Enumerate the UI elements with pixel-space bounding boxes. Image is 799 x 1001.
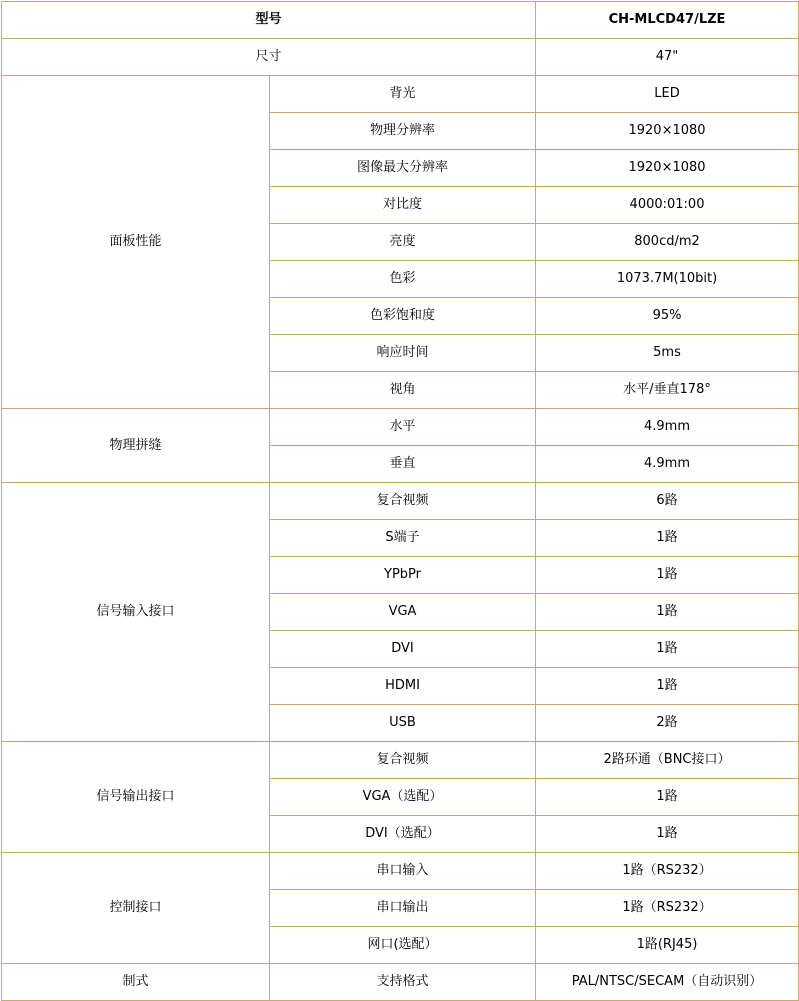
- item-name-cell: HDMI: [270, 668, 536, 705]
- item-value-cell: 1920×1080: [536, 150, 799, 187]
- item-value-cell: 2路环通（BNC接口）: [536, 742, 799, 779]
- item-name-cell: 网口(选配）: [270, 927, 536, 964]
- item-value-cell: PAL/NTSC/SECAM（自动识别）: [536, 964, 799, 1001]
- item-name-cell: 串口输出: [270, 890, 536, 927]
- item-value-cell: 800cd/m2: [536, 224, 799, 261]
- group-name-cell: 控制接口: [2, 853, 270, 964]
- item-name-cell: YPbPr: [270, 557, 536, 594]
- item-value-cell: 1路(RJ45): [536, 927, 799, 964]
- item-name-cell: 视角: [270, 372, 536, 409]
- item-value-cell: 95%: [536, 298, 799, 335]
- item-value-cell: 1路（RS232）: [536, 890, 799, 927]
- table-row: [2, 409, 799, 446]
- item-name-cell: 对比度: [270, 187, 536, 224]
- item-value-cell: 1路: [536, 520, 799, 557]
- item-name-cell: 支持格式: [270, 964, 536, 1001]
- item-name-cell: 色彩: [270, 261, 536, 298]
- size-value-cell: 47": [536, 39, 799, 76]
- item-value-cell: 1路: [536, 557, 799, 594]
- specification-table: [1, 1, 799, 1001]
- item-name-cell: 复合视频: [270, 483, 536, 520]
- item-value-cell: 水平/垂直178°: [536, 372, 799, 409]
- header-label-cell: 型号: [2, 2, 536, 39]
- item-name-cell: VGA（选配）: [270, 779, 536, 816]
- item-value-cell: 4.9mm: [536, 446, 799, 483]
- item-value-cell: 4.9mm: [536, 409, 799, 446]
- item-name-cell: USB: [270, 705, 536, 742]
- item-value-cell: 1920×1080: [536, 113, 799, 150]
- table-row: [2, 76, 799, 113]
- size-label-cell: 尺寸: [2, 39, 536, 76]
- item-name-cell: 串口输入: [270, 853, 536, 890]
- item-name-cell: 图像最大分辨率: [270, 150, 536, 187]
- item-name-cell: VGA: [270, 594, 536, 631]
- item-value-cell: 1073.7M(10bit): [536, 261, 799, 298]
- item-value-cell: 4000:01:00: [536, 187, 799, 224]
- group-name-cell: 信号输出接口: [2, 742, 270, 853]
- item-value-cell: 1路: [536, 668, 799, 705]
- item-name-cell: 亮度: [270, 224, 536, 261]
- item-name-cell: 背光: [270, 76, 536, 113]
- item-name-cell: 水平: [270, 409, 536, 446]
- table-header-row: [2, 2, 799, 39]
- table-row: [2, 742, 799, 779]
- table-row: [2, 964, 799, 1001]
- specification-table-body: [2, 2, 799, 1001]
- table-row: [2, 853, 799, 890]
- item-value-cell: 1路（RS232）: [536, 853, 799, 890]
- item-value-cell: LED: [536, 76, 799, 113]
- group-name-cell: 信号输入接口: [2, 483, 270, 742]
- item-name-cell: 物理分辨率: [270, 113, 536, 150]
- table-row: [2, 483, 799, 520]
- item-value-cell: 2路: [536, 705, 799, 742]
- item-name-cell: DVI（选配）: [270, 816, 536, 853]
- header-value-cell: CH-MLCD47/LZE: [536, 2, 799, 39]
- item-value-cell: 1路: [536, 779, 799, 816]
- group-name-cell: 物理拼缝: [2, 409, 270, 483]
- item-name-cell: DVI: [270, 631, 536, 668]
- item-name-cell: S端子: [270, 520, 536, 557]
- item-name-cell: 垂直: [270, 446, 536, 483]
- item-value-cell: 1路: [536, 816, 799, 853]
- table-row: [2, 39, 799, 76]
- item-value-cell: 1路: [536, 631, 799, 668]
- group-name-cell: 面板性能: [2, 76, 270, 409]
- item-name-cell: 色彩饱和度: [270, 298, 536, 335]
- item-value-cell: 5ms: [536, 335, 799, 372]
- item-value-cell: 6路: [536, 483, 799, 520]
- group-name-cell: 制式: [2, 964, 270, 1001]
- item-name-cell: 响应时间: [270, 335, 536, 372]
- item-name-cell: 复合视频: [270, 742, 536, 779]
- item-value-cell: 1路: [536, 594, 799, 631]
